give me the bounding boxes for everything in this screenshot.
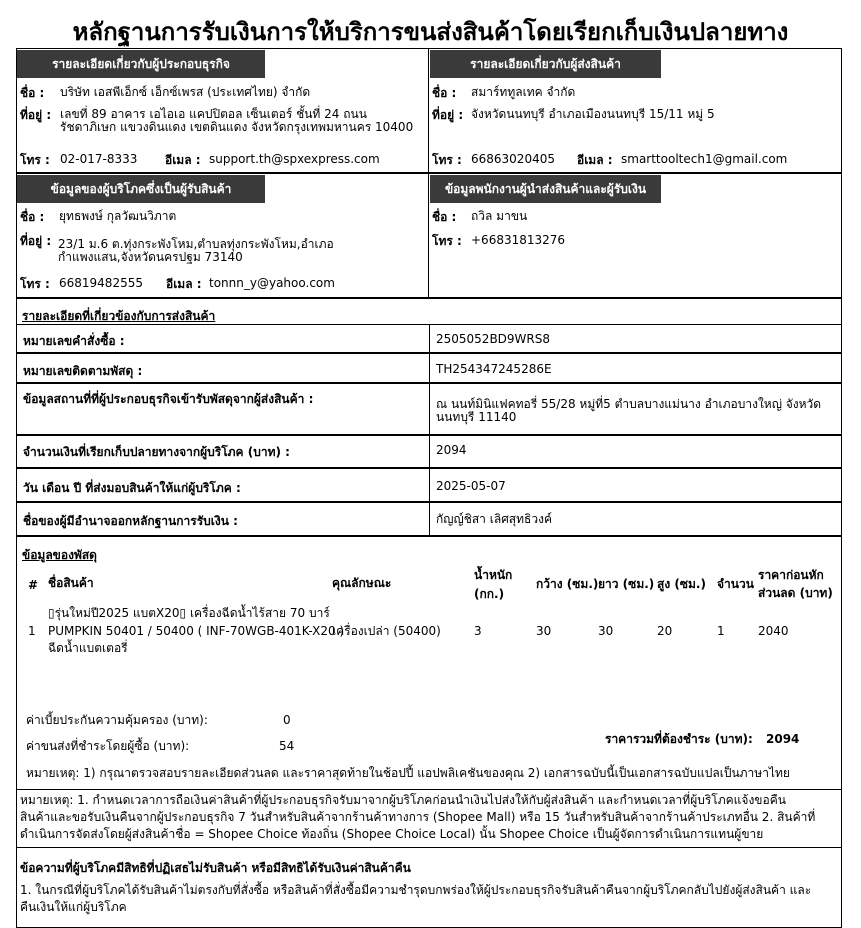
consumer-header: ข้อมูลของผู้บริโภคซึ่งเป็นผู้รับสินค้า [17, 175, 265, 203]
remark-line2: สินค้าและขอรับเงินคืนจากผู้ประกอบธุรกิจ 7 วันสำหรับสินค้าจากร้านค้าทางการ (Shopee Mall) หรือ 15 วันสำหรับสินค้าจากร้านค้าประเภทอื่น 2. สินค้าที่ [20, 810, 816, 824]
insurance-value: 0 [283, 713, 291, 727]
col-quantity: จำนวน [717, 577, 754, 591]
item-no: 1 [28, 624, 36, 638]
col-price-1: ราคาก่อนหัก [758, 568, 824, 582]
row-divider [429, 325, 430, 352]
pickup-location-row [16, 383, 842, 435]
operator-email-label: อีเมล : [165, 153, 201, 167]
row-divider [429, 354, 430, 382]
item-quantity: 1 [717, 624, 725, 638]
issuer-row [16, 502, 842, 536]
document-title: หลักฐานการรับเงินการให้บริการขนส่งสินค้าโดยเรียกเก็บเงินปลายทาง [72, 18, 789, 46]
consumer-phone: 66819482555 [59, 276, 143, 290]
seller-email-label: อีเมล : [577, 153, 613, 167]
tracking-number-row [16, 353, 842, 383]
delivery-section-title: รายละเอียดที่เกี่ยวข้องกับการส่งสินค้า [22, 309, 216, 323]
item-width: 30 [536, 624, 552, 638]
cod-amount-label: จำนวนเงินที่เรียกเก็บปลายทางจากผู้บริโภค (บาท) : [23, 445, 290, 459]
seller-address-label: ที่อยู่ : [432, 108, 464, 122]
remark-line3: ดำเนินการจัดส่งโดยผู้ส่งสินค้าชื่อ = Shopee Choice ท้องถิ่น (Shopee Choice Local) นั้น Shopee Choice เป็นผู้จัดการดำเนินการแทนผู้ขาย [20, 827, 764, 841]
operator-email: support.th@spxexpress.com [209, 152, 380, 166]
col-height: สูง (ซม.) [657, 577, 706, 591]
item-name-line1: ▯รุ่นใหม่ปี2025 แบตX20▯ เครื่องฉีดน้ำไร้สาย 70 บาร์ [48, 606, 330, 620]
issuer-label: ชื่อของผู้มีอำนาจออกหลักฐานการรับเงิน : [23, 514, 238, 528]
remark-line1: หมายเหตุ: 1. กำหนดเวลาการถือเงินค่าสินค้าที่ผู้ประกอบธุรกิจรับมาจากผู้บริโภคก่อนนำเงินไปส่งให้กับผู้ส่งสินค้า และกำหนดเวลาที่ผู้บริโภคแจ้งขอคืน [20, 793, 786, 807]
parcel-section-title: ข้อมูลของพัสดุ [22, 548, 97, 562]
consumer-address-label: ที่อยู่ : [20, 234, 52, 248]
total-value: 2094 [766, 732, 800, 746]
pickup-location-line1: ณ นนท์มินิแฟคทอรี่ 55/28 หมู่ที่5 ตำบลบางแม่นาง อำเภอบางใหญ่ จังหวัด [436, 397, 822, 411]
item-length: 30 [598, 624, 614, 638]
item-price: 2040 [758, 624, 789, 638]
consumer-address-line2: กำแพงแสน,จังหวัดนครปฐม 73140 [58, 250, 243, 264]
tracking-number-label: หมายเลขติดตามพัสดุ : [23, 364, 143, 378]
col-weight-1: น้ำหนัก [474, 568, 513, 582]
operator-address-line2: รัชดาภิเษก แขวงดินแดง เขตดินแดง จังหวัดกรุงเทพมหานคร 10400 [60, 120, 414, 134]
seller-header: รายละเอียดเกี่ยวกับผู้ส่งสินค้า [430, 50, 661, 78]
operator-phone-label: โทร : [20, 153, 50, 167]
operator-name-label: ชื่อ : [20, 86, 45, 100]
delivery-date-label: วัน เดือน ปี ที่ส่งมอบสินค้าให้แก่ผู้บริโภค : [23, 481, 241, 495]
seller-phone-label: โทร : [432, 153, 462, 167]
consumer-name: ยุทธพงษ์ กุลวัฒนวิภาต [59, 209, 177, 223]
courier-phone: +66831813276 [471, 233, 566, 247]
row-divider [429, 384, 430, 434]
col-weight-2: (กก.) [474, 587, 505, 601]
consumer-name-label: ชื่อ : [20, 210, 45, 224]
issuer-value: กัญญ์ชิสา เลิศสุทธิวงค์ [436, 512, 552, 526]
rights-title: ข้อความที่ผู้บริโภคมีสิทธิที่ปฏิเสธไม่รับสินค้า หรือมีสิทธิได้รับเงินค่าสินค้าคืน [20, 861, 411, 875]
pickup-location-line2: นนทบุรี 11140 [436, 410, 517, 424]
col-width: กว้าง (ซม.) [536, 577, 599, 591]
shipping-label: ค่าขนส่งที่ชำระโดยผู้ซื้อ (บาท): [26, 739, 190, 753]
row-divider [429, 436, 430, 467]
item-name-line2: PUMPKIN 50401 / 50400 ( INF-70WGB-401K-X20 ) [48, 624, 345, 638]
delivery-date-row [16, 468, 842, 502]
item-name-line3: ฉีดน้ำแบตเตอรี่ [48, 641, 128, 655]
order-number-label: หมายเลขคำสั่งซื้อ : [23, 334, 125, 348]
col-product-name: ชื่อสินค้า [48, 576, 94, 590]
courier-phone-label: โทร : [432, 234, 462, 248]
delivery-date-value: 2025-05-07 [436, 479, 506, 493]
col-length: ยาว (ซม.) [598, 577, 655, 591]
rights-line2: คืนเงินให้แก่ผู้บริโภค [20, 900, 127, 914]
insurance-label: ค่าเบี้ยประกันความคุ้มครอง (บาท): [26, 713, 208, 727]
consumer-email-label: อีเมล : [166, 277, 202, 291]
courier-name-label: ชื่อ : [432, 210, 457, 224]
consumer-email: tonnn_y@yahoo.com [209, 276, 335, 290]
seller-address: จังหวัดนนทบุรี อำเภอเมืองนนทบุรี 15/11 หมู่ 5 [471, 107, 715, 121]
shipping-value: 54 [279, 739, 295, 753]
col-price-2: ส่วนลด (บาท) [758, 586, 833, 600]
consumer-phone-label: โทร : [20, 277, 50, 291]
item-height: 20 [657, 624, 673, 638]
row-divider [429, 503, 430, 535]
order-number-row [16, 324, 842, 353]
operator-phone: 02-017-8333 [60, 152, 138, 166]
operator-address-label: ที่อยู่ : [20, 108, 52, 122]
col-attribute: คุณลักษณะ [332, 576, 392, 590]
operator-name: บริษัท เอสพีเอ็กซ์ เอ็กซ์เพรส (ประเทศไทย) จำกัด [60, 85, 311, 99]
seller-name: สมาร์ททูลเทค จำกัด [471, 85, 576, 99]
order-number-value: 2505052BD9WRS8 [436, 332, 551, 346]
rights-line1: 1. ในกรณีที่ผู้บริโภคได้รับสินค้าไม่ตรงกับที่สั่งซื้อ หรือสินค้าที่สั่งซื้อมีความชำรุดบกพร่องให้ผู้ประกอบธุรกิจรับสินค้าคืนจากผู้บริโภคกลับไปยังผู้ส่งสินค้า และ [20, 883, 812, 897]
courier-header: ข้อมูลพนักงานผู้นำส่งสินค้าและผู้รับเงิน [430, 175, 661, 203]
item-attribute: เครื่องเปล่า (50400) [332, 624, 441, 638]
seller-email: smarttooltech1@gmail.com [621, 152, 788, 166]
item-weight: 3 [474, 624, 482, 638]
tracking-number-value: TH254347245286E [436, 362, 552, 376]
operator-header: รายละเอียดเกี่ยวกับผู้ประกอบธุรกิจ [17, 50, 265, 78]
row-divider [429, 469, 430, 501]
cod-amount-value: 2094 [436, 443, 467, 457]
total-label: ราคารวมที่ต้องชำระ (บาท): [605, 732, 753, 746]
seller-name-label: ชื่อ : [432, 86, 457, 100]
parcel-note: หมายเหตุ: 1) กรุณาตรวจสอบรายละเอียดส่วนลด และราคาสุดท้ายในช้อปปี้ แอปพลิเคชันของคุณ 2) เอกสารฉบับนี้เป็นเอกสารฉบับแปลเป็นภาษาไทย [26, 766, 790, 780]
pickup-location-label: ข้อมูลสถานที่ที่ผู้ประกอบธุรกิจเข้ารับพัสดุจากผู้ส่งสินค้า : [23, 392, 314, 406]
courier-name: ถวิล มาขน [471, 209, 528, 223]
operator-address-line1: เลขที่ 89 อาคาร เอไอเอ แคปปิตอล เซ็นเตอร์ ชั้นที่ 24 ถนน [60, 107, 367, 121]
consumer-address-line1: 23/1 ม.6 ต.ทุ่งกระพังโหม,ตำบลทุ่งกระพังโหม,อำเภอ [58, 237, 334, 251]
seller-phone: 66863020405 [471, 152, 555, 166]
col-no: # [28, 578, 39, 592]
cod-amount-row [16, 435, 842, 468]
